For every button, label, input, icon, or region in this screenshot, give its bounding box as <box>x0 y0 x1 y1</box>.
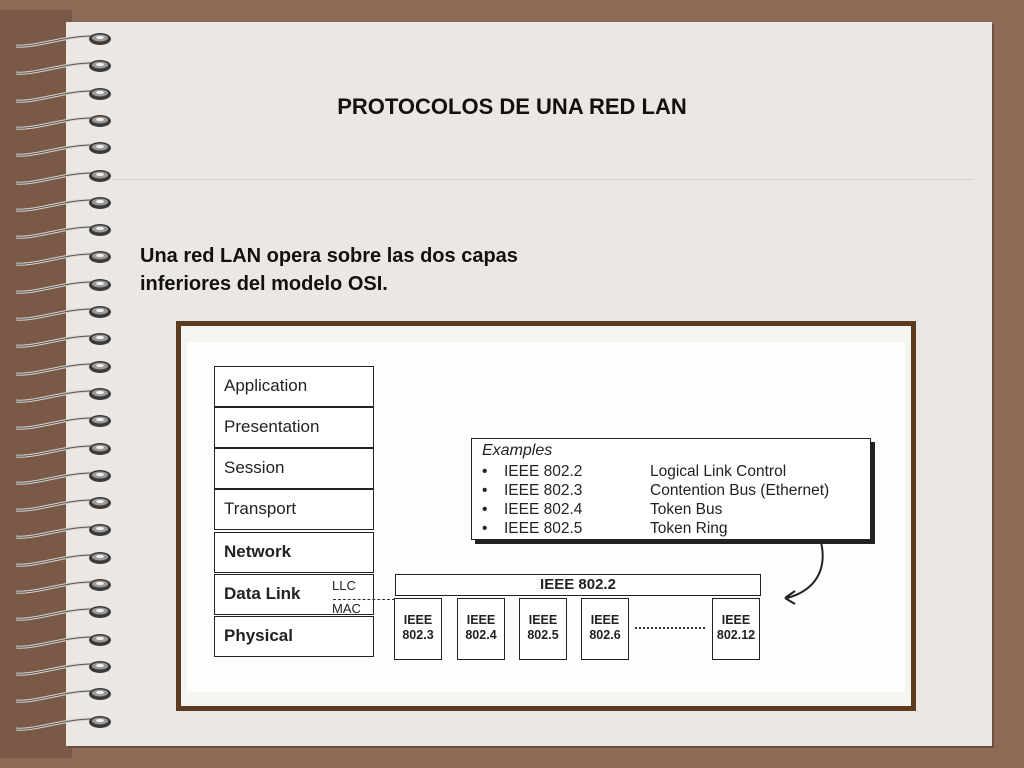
binding-ring-icon <box>14 631 114 651</box>
mac-standard-line2: 802.3 <box>402 628 434 642</box>
example-row <box>482 520 728 538</box>
osi-layer-network: Network <box>214 532 374 573</box>
binding-ring-icon <box>14 385 114 405</box>
example-standard: IEEE 802.3 <box>504 482 583 499</box>
binding-ring-icon <box>14 603 114 623</box>
example-standard: IEEE 802.5 <box>504 520 583 537</box>
binding-ring-icon <box>14 576 114 596</box>
mac-standard-line1: IEEE <box>528 613 558 627</box>
intro-text <box>140 242 660 298</box>
mac-standard-box <box>519 598 567 660</box>
binding-ring-icon <box>14 494 114 514</box>
intro-line-2: inferiores del modelo OSI. <box>140 273 388 295</box>
binding-ring-icon <box>14 139 114 159</box>
example-standard: IEEE 802.2 <box>504 463 583 480</box>
examples-title: Examples <box>482 442 553 459</box>
bullet: • <box>482 520 488 537</box>
binding-ring-icon <box>14 167 114 187</box>
example-description: Contention Bus (Ethernet) <box>650 482 830 499</box>
binding-ring-icon <box>14 194 114 214</box>
mac-standard-line2: 802.6 <box>589 628 621 642</box>
ellipsis-dots <box>635 627 705 629</box>
binding-ring-icon <box>14 549 114 569</box>
page-title: PROTOCOLOS DE UNA RED LAN <box>337 94 687 119</box>
example-description: Logical Link Control <box>650 463 787 480</box>
mac-standard-box <box>457 598 505 660</box>
example-standard: IEEE 802.4 <box>504 501 583 518</box>
mac-label: MAC <box>332 601 361 616</box>
example-description: Token Bus <box>650 501 723 518</box>
bullet: • <box>482 482 488 499</box>
binding-ring-icon <box>14 440 114 460</box>
mac-standard-line1: IEEE <box>590 613 620 627</box>
osi-layer-physical: Physical <box>214 616 374 657</box>
binding-ring-icon <box>14 57 114 77</box>
osi-layer-session: Session <box>214 448 374 489</box>
binding-ring-icon <box>14 658 114 678</box>
mac-standard-box <box>394 598 442 660</box>
mac-standard-box <box>581 598 629 660</box>
binding-ring-icon <box>14 467 114 487</box>
mac-standard-line2: 802.5 <box>527 628 559 642</box>
osi-lan-diagram <box>187 342 905 692</box>
binding-ring-icon <box>14 330 114 350</box>
title-divider <box>112 179 974 180</box>
example-description: Token Ring <box>650 520 728 537</box>
mac-standard-line2: 802.4 <box>465 628 497 642</box>
example-row <box>482 463 786 481</box>
osi-layer-transport: Transport <box>214 489 374 530</box>
curved-arrow-icon <box>777 538 837 608</box>
example-row <box>482 482 829 500</box>
binding-ring-icon <box>14 358 114 378</box>
llc-mac-divider <box>333 599 395 600</box>
example-row <box>482 501 722 519</box>
binding-ring-icon <box>14 30 114 50</box>
binding-ring-icon <box>14 303 114 323</box>
mac-standard-line2: 802.12 <box>716 628 756 642</box>
binding-ring-icon <box>14 685 114 705</box>
binding-ring-icon <box>14 412 114 432</box>
binding-ring-icon <box>14 713 114 733</box>
mac-standard-line1: IEEE <box>721 613 751 627</box>
llc-standard-bar: IEEE 802.2 <box>395 574 761 596</box>
mac-standard-line1: IEEE <box>466 613 496 627</box>
llc-label: LLC <box>332 578 356 593</box>
bullet: • <box>482 501 488 518</box>
binding-ring-icon <box>14 221 114 241</box>
mac-standard-box <box>712 598 760 660</box>
binding-ring-icon <box>14 521 114 541</box>
mac-standard-line1: IEEE <box>403 613 433 627</box>
intro-line-1: Una red LAN opera sobre las dos capas <box>140 245 518 267</box>
binding-ring-icon <box>14 248 114 268</box>
osi-layer-application: Application <box>214 366 374 407</box>
osi-layer-data-link: Data Link <box>214 574 374 615</box>
examples-box <box>471 438 871 540</box>
binding-ring-icon <box>14 276 114 296</box>
bullet: • <box>482 463 488 480</box>
osi-layer-presentation: Presentation <box>214 407 374 448</box>
